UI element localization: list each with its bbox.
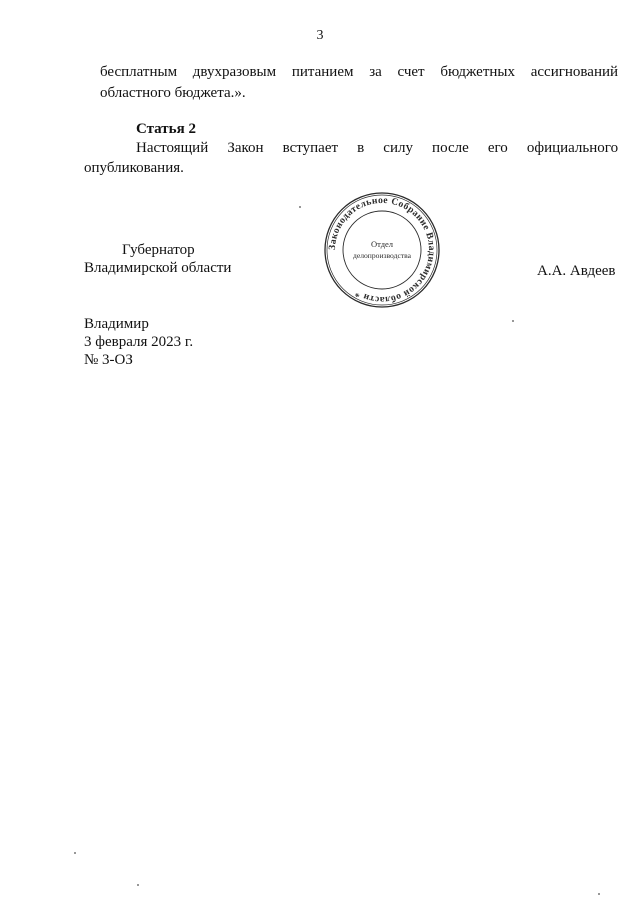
word: ассигнований bbox=[530, 64, 619, 80]
scan-speck bbox=[299, 206, 301, 208]
stamp-center-line-1: Отдел bbox=[370, 239, 394, 249]
word: бесплатным bbox=[100, 64, 178, 80]
word: его bbox=[487, 140, 508, 156]
article-line-2: опубликования. bbox=[84, 160, 184, 176]
word: официального bbox=[526, 140, 619, 156]
footer-date: 3 февраля 2023 г. bbox=[84, 334, 194, 350]
footer-city: Владимир bbox=[84, 316, 149, 332]
stamp-outer-ring bbox=[325, 193, 439, 307]
word: Настоящий bbox=[136, 140, 209, 156]
scan-speck bbox=[598, 893, 600, 895]
scan-speck bbox=[74, 852, 76, 854]
paragraph-line-1 bbox=[100, 62, 618, 82]
stamp-center-line-2: делопроизводства bbox=[352, 251, 412, 260]
paragraph-line-2: областного бюджета.». bbox=[100, 85, 246, 101]
word: за bbox=[369, 64, 382, 80]
stamp-inner-ring bbox=[343, 211, 421, 289]
page-number: 3 bbox=[316, 28, 324, 43]
signer-title-line-2: Владимирской области bbox=[84, 260, 232, 276]
signer-name: А.А. Авдеев bbox=[537, 263, 616, 279]
word: двухразовым bbox=[192, 64, 277, 80]
word: в bbox=[357, 140, 365, 156]
word: после bbox=[432, 140, 469, 156]
word: Закон bbox=[227, 140, 264, 156]
signer-title-line-1: Губернатор bbox=[122, 242, 195, 258]
article-line-1 bbox=[136, 138, 618, 158]
scan-speck bbox=[137, 884, 139, 886]
word: бюджетных bbox=[440, 64, 516, 80]
stamp-seal bbox=[322, 190, 442, 310]
word: силу bbox=[383, 140, 413, 156]
word: питанием bbox=[291, 64, 354, 80]
article-heading: Статья 2 bbox=[136, 121, 196, 137]
word: счет bbox=[397, 64, 425, 80]
stamp-ring-text: Законодательное Собрание Владимирской области * bbox=[326, 194, 438, 306]
footer-number: № 3-ОЗ bbox=[84, 352, 133, 368]
scan-speck bbox=[512, 320, 514, 322]
word: вступает bbox=[282, 140, 339, 156]
